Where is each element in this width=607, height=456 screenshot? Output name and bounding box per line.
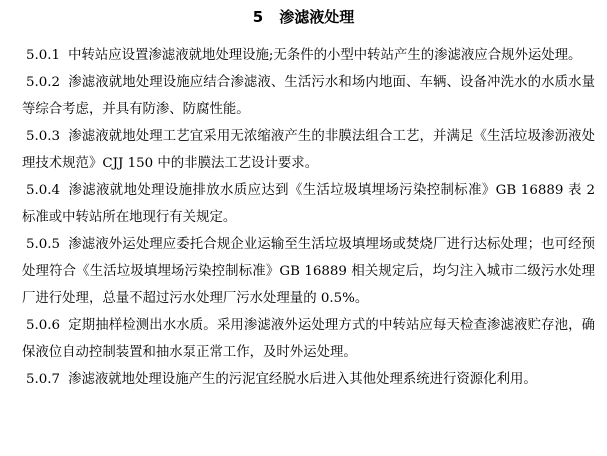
- clause-text: 渗滤液就地处理设施应结合渗滤液、生活污水和场内地面、车辆、设备冲洗水的水质水量等综合考虑，并具有防渗、防腐性能。: [22, 75, 595, 117]
- clause: [22, 312, 595, 366]
- clause: [22, 69, 595, 123]
- clause: [22, 231, 595, 312]
- clause: [22, 366, 595, 393]
- section-number: 5: [252, 8, 264, 26]
- clause-text: 渗滤液就地处理设施排放水质应达到《生活垃圾填埋场污染控制标准》GB 16889 表 2 标准或中转站所在地现行有关规定。: [22, 183, 595, 225]
- clause: [22, 42, 595, 69]
- clause-number: 5.0.3: [26, 129, 61, 144]
- section-title: 渗滤液处理: [279, 8, 355, 26]
- clause-text: 渗滤液外运处理应委托合规企业运输至生活垃圾填埋场或焚烧厂进行达标处理；也可经预处理符合《生活垃圾填埋场污染控制标准》GB 16889 相关规定后，均匀注入城市二级污水处理厂进行处理，总量不超过污水处理厂污水处理量的 0.5%。: [22, 237, 595, 306]
- clause-number: 5.0.4: [26, 183, 61, 198]
- clause-number: 5.0.1: [26, 48, 61, 63]
- clause-text: 中转站应设置渗滤液就地处理设施;无条件的小型中转站产生的渗滤液应合规外运处理。: [68, 48, 582, 63]
- clause-list: [22, 42, 595, 393]
- clause-text: 定期抽样检测出水水质。采用渗滤液外运处理方式的中转站应每天检查渗滤液贮存池，确保液位自动控制装置和抽水泵正常工作，及时外运处理。: [22, 318, 595, 360]
- clause: [22, 123, 595, 177]
- clause-number: 5.0.2: [26, 75, 61, 90]
- clause: [22, 177, 595, 231]
- clause-number: 5.0.6: [26, 318, 61, 333]
- clause-text: 渗滤液就地处理设施产生的污泥宜经脱水后进入其他处理系统进行资源化利用。: [68, 372, 537, 387]
- clause-number: 5.0.5: [26, 237, 61, 252]
- clause-text: 渗滤液就地处理工艺宜采用无浓缩液产生的非膜法组合工艺，并满足《生活垃圾渗沥液处理技术规范》CJJ 150 中的非膜法工艺设计要求。: [22, 129, 595, 171]
- section-heading: [0, 6, 607, 28]
- clause-number: 5.0.7: [26, 372, 61, 387]
